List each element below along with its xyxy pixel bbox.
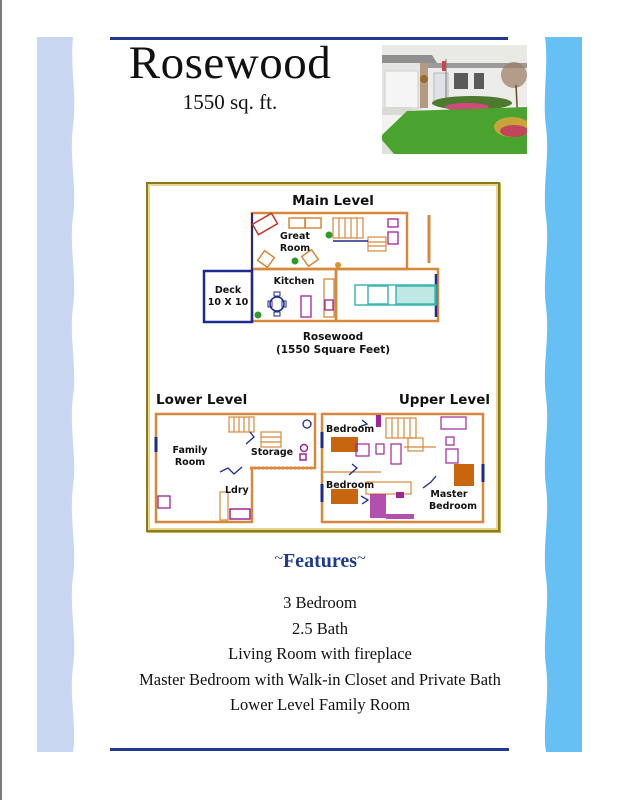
tilde-right: ~	[357, 550, 366, 567]
tilde-left: ~	[274, 550, 283, 567]
deck-label-1: Deck	[214, 285, 242, 296]
main-caption-2: (1550 Square Feet)	[275, 344, 391, 356]
floor-plans	[146, 182, 500, 532]
right-decorative-band	[543, 37, 582, 752]
laundry-label: Ldry	[225, 485, 249, 496]
lower-level-plan	[156, 392, 315, 522]
upper-level-heading: Upper Level	[398, 392, 490, 408]
kitchen-label: Kitchen	[273, 276, 315, 287]
main-level-heading: Main Level	[292, 193, 374, 209]
feature-item: 2.5 Bath	[292, 618, 348, 638]
square-footage: 1550 sq. ft.	[182, 90, 278, 114]
master-bedroom-label-2: Bedroom	[428, 501, 478, 512]
bedroom-2-label: Bedroom	[326, 480, 375, 491]
features-title-text: Features	[282, 550, 358, 572]
lower-level-heading: Lower Level	[156, 392, 248, 408]
main-level-plan	[204, 193, 438, 356]
family-room-label-1: Family	[172, 445, 208, 456]
house-photo	[382, 45, 527, 154]
page-title: Rosewood	[128, 37, 332, 89]
feature-item: Master Bedroom with Walk-in Closet and Private Bath	[139, 669, 501, 689]
feature-item: Lower Level Family Room	[229, 695, 411, 715]
storage-label: Storage	[250, 447, 294, 458]
deck-label-2: 10 X 10	[207, 297, 249, 308]
family-room-label-2: Room	[174, 457, 206, 468]
feature-item: 3 Bedroom	[283, 593, 357, 612]
bedroom-1-label: Bedroom	[326, 424, 375, 435]
master-bedroom-label-1: Master	[430, 489, 468, 500]
feature-item: Living Room with fireplace	[228, 644, 412, 664]
upper-level-plan	[322, 392, 490, 522]
features-list	[100, 590, 540, 718]
features-heading	[100, 550, 540, 573]
bottom-divider	[110, 748, 509, 751]
page-edge	[0, 0, 2, 800]
left-decorative-band	[37, 37, 75, 752]
main-caption-1: Rosewood	[302, 331, 364, 343]
great-room-label-1: Great	[280, 231, 310, 242]
great-room-label-2: Room	[279, 243, 311, 254]
